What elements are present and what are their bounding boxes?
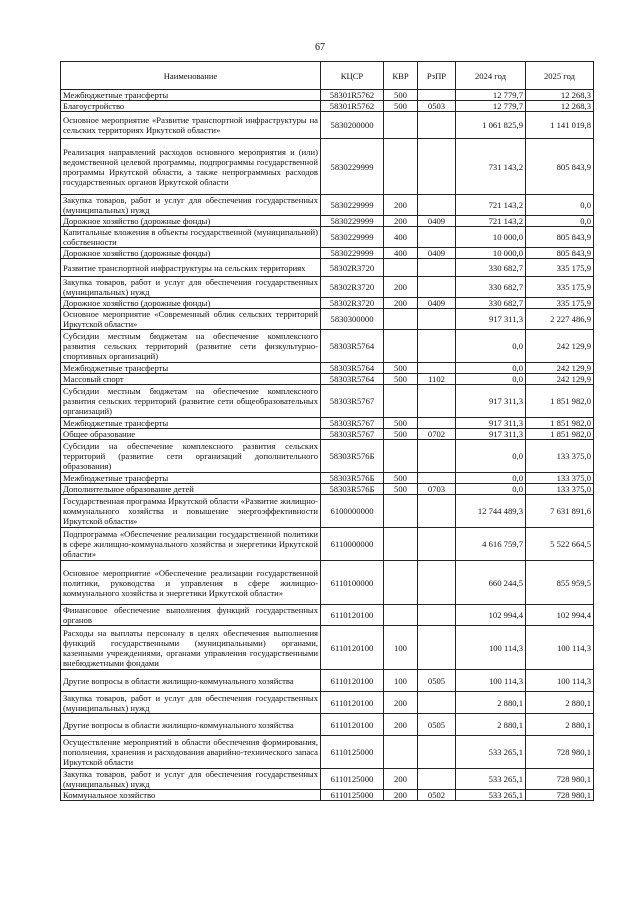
table-row [61,790,594,801]
cell-rzpr: 1102 [418,374,456,385]
cell-kvr [384,561,418,605]
cell-2025: 100 114,3 [526,626,594,670]
cell-rzpr [418,309,456,330]
table-row [61,605,594,626]
table-row [61,484,594,495]
cell-2025: 1 851 982,0 [526,418,594,429]
cell-rzpr [418,528,456,561]
header-kcsr: КЦСР [321,62,384,90]
cell-name: Другие вопросы в области жилищно-коммунального хозяйства [61,670,321,692]
cell-2025: 728 980,1 [526,769,594,790]
header-2024: 2024 год [456,62,526,90]
cell-2024: 731 143,2 [456,139,526,195]
cell-rzpr [418,769,456,790]
table-row [61,139,594,195]
cell-kcsr: 5830229999 [321,216,384,227]
cell-2024: 0,0 [456,330,526,363]
cell-kcsr: 58303R5764 [321,374,384,385]
cell-name: Межбюджетные трансферты [61,363,321,374]
cell-2025: 242 129,9 [526,374,594,385]
cell-kvr: 200 [384,790,418,801]
cell-rzpr: 0505 [418,670,456,692]
cell-name: Благоустройство [61,101,321,112]
table-row [61,528,594,561]
cell-kcsr: 58301R5762 [321,101,384,112]
cell-name: Развитие транспортной инфраструктуры на сельских территориях [61,259,321,277]
table-row [61,309,594,330]
cell-kcsr: 58301R5762 [321,90,384,101]
cell-name: Подпрограмма «Обеспечение реализации государственной политики в сфере жилищно-коммунального хозяйства и энергетики Иркутской области» [61,528,321,561]
cell-kcsr: 5830229999 [321,227,384,248]
table-row [61,277,594,298]
cell-2024: 330 682,7 [456,277,526,298]
cell-2024: 660 244,5 [456,561,526,605]
cell-2024: 721 143,2 [456,195,526,216]
cell-2025: 133 375,0 [526,484,594,495]
cell-kvr: 200 [384,277,418,298]
cell-2024: 2 880,1 [456,692,526,714]
cell-2024: 917 311,3 [456,309,526,330]
cell-rzpr [418,495,456,528]
cell-rzpr [418,385,456,418]
cell-2025: 1 851 982,0 [526,429,594,440]
table-row [61,561,594,605]
cell-kcsr: 6110100000 [321,561,384,605]
cell-kvr: 400 [384,248,418,259]
table-row [61,330,594,363]
cell-kvr [384,605,418,626]
table-row [61,769,594,790]
cell-2024: 0,0 [456,440,526,473]
cell-2024: 12 744 489,3 [456,495,526,528]
table-row [61,495,594,528]
cell-rzpr [418,139,456,195]
table-row [61,626,594,670]
cell-2024: 917 311,3 [456,429,526,440]
cell-kvr: 200 [384,714,418,736]
cell-2025: 335 175,9 [526,259,594,277]
table-row [61,429,594,440]
cell-kcsr: 6110125000 [321,736,384,769]
cell-kvr: 500 [384,473,418,484]
cell-kvr: 200 [384,769,418,790]
cell-2025: 728 980,1 [526,736,594,769]
cell-kvr: 500 [384,429,418,440]
header-rzpr: РзПР [418,62,456,90]
cell-kvr [384,440,418,473]
table-body [61,90,594,801]
cell-2024: 100 114,3 [456,670,526,692]
cell-2024: 2 880,1 [456,714,526,736]
cell-kcsr: 5830229999 [321,139,384,195]
cell-rzpr [418,227,456,248]
cell-2025: 12 268,3 [526,90,594,101]
cell-kvr [384,495,418,528]
header-kvr: КВР [384,62,418,90]
cell-name: Капитальные вложения в объекты государственной (муниципальной) собственности [61,227,321,248]
cell-rzpr [418,692,456,714]
cell-2025: 0,0 [526,195,594,216]
cell-2025: 133 375,0 [526,473,594,484]
cell-2025: 1 851 982,0 [526,385,594,418]
cell-kcsr: 5830200000 [321,112,384,139]
cell-2025: 100 114,3 [526,670,594,692]
cell-kcsr: 6110125000 [321,769,384,790]
cell-rzpr: 0409 [418,216,456,227]
cell-kcsr: 5830300000 [321,309,384,330]
cell-name: Субсидии местным бюджетам на обеспечение комплексного развития сельских территорий (развитие сети общеобразовательных организаций) [61,385,321,418]
table-row [61,473,594,484]
table-row [61,714,594,736]
table-row [61,670,594,692]
table-row [61,248,594,259]
cell-name: Основное мероприятие «Развитие транспортной инфраструктуры на сельских территориях Иркутской области» [61,112,321,139]
cell-2024: 12 779,7 [456,90,526,101]
cell-2024: 917 311,3 [456,385,526,418]
cell-kcsr: 6110120100 [321,670,384,692]
cell-kvr: 500 [384,101,418,112]
cell-rzpr [418,418,456,429]
cell-2024: 10 000,0 [456,227,526,248]
cell-2024: 0,0 [456,374,526,385]
cell-kvr: 200 [384,195,418,216]
table-row [61,227,594,248]
cell-2025: 2 880,1 [526,714,594,736]
cell-rzpr: 0409 [418,248,456,259]
budget-table [60,61,594,801]
cell-2024: 12 779,7 [456,101,526,112]
cell-kvr: 100 [384,626,418,670]
cell-kvr [384,112,418,139]
cell-rzpr [418,561,456,605]
page-number: 67 [315,42,325,53]
cell-name: Осуществление мероприятий в области обеспечения формирования, пополнения, хранения и расходования аварийно-технического запаса Иркутской области [61,736,321,769]
cell-2025: 2 880,1 [526,692,594,714]
cell-kcsr: 58303R5764 [321,363,384,374]
cell-2025: 805 843,9 [526,227,594,248]
cell-kvr [384,259,418,277]
cell-kvr [384,528,418,561]
table-row [61,736,594,769]
cell-2025: 0,0 [526,216,594,227]
cell-name: Дорожное хозяйство (дорожные фонды) [61,216,321,227]
cell-name: Межбюджетные трансферты [61,90,321,101]
cell-name: Реализация направлений расходов основного мероприятия и (или) ведомственной целевой программы, подпрограммы государственной программы Иркутской области, а также непрограммных расходов государственных органов Иркутской области [61,139,321,195]
cell-kcsr: 58303R5767 [321,418,384,429]
cell-kvr [384,330,418,363]
cell-2024: 0,0 [456,363,526,374]
cell-kvr [384,385,418,418]
cell-kvr: 200 [384,216,418,227]
cell-kvr: 200 [384,298,418,309]
table-row [61,298,594,309]
cell-2025: 2 227 486,9 [526,309,594,330]
table-row [61,195,594,216]
table-row [61,385,594,418]
cell-kvr: 200 [384,692,418,714]
table-row [61,440,594,473]
header-name: Наименование [61,62,321,90]
cell-name: Основное мероприятие «Обеспечение реализации государственной политики, руководства и управления в сфере жилищно-коммунального хозяйства и энергетики Иркутской области» [61,561,321,605]
table-row [61,259,594,277]
cell-name: Закупка товаров, работ и услуг для обеспечения государственных (муниципальных) нужд [61,692,321,714]
cell-2025: 1 141 019,8 [526,112,594,139]
cell-2024: 4 616 759,7 [456,528,526,561]
cell-2024: 10 000,0 [456,248,526,259]
cell-name: Коммунальное хозяйство [61,790,321,801]
cell-rzpr [418,112,456,139]
cell-kcsr: 6110120100 [321,714,384,736]
cell-2024: 533 265,1 [456,790,526,801]
cell-2025: 728 980,1 [526,790,594,801]
cell-kcsr: 58303R5764 [321,330,384,363]
cell-rzpr [418,363,456,374]
cell-name: Межбюджетные трансферты [61,473,321,484]
cell-kvr: 500 [384,484,418,495]
cell-rzpr [418,626,456,670]
cell-2025: 133 375,0 [526,440,594,473]
cell-kcsr: 58303R576Б [321,473,384,484]
cell-kcsr: 58302R3720 [321,259,384,277]
cell-kcsr: 58303R5767 [321,429,384,440]
cell-2025: 12 268,3 [526,101,594,112]
cell-kcsr: 58303R576Б [321,440,384,473]
cell-kcsr: 58302R3720 [321,298,384,309]
cell-name: Закупка товаров, работ и услуг для обеспечения государственных (муниципальных) нужд [61,277,321,298]
cell-2024: 0,0 [456,484,526,495]
cell-2025: 102 994,4 [526,605,594,626]
cell-kcsr: 58303R5767 [321,385,384,418]
cell-rzpr [418,90,456,101]
cell-2025: 855 959,5 [526,561,594,605]
cell-rzpr [418,195,456,216]
table-row [61,216,594,227]
cell-2024: 721 143,2 [456,216,526,227]
table-row [61,112,594,139]
cell-kcsr: 6110120100 [321,626,384,670]
cell-kcsr: 6110120100 [321,605,384,626]
cell-kcsr: 6110000000 [321,528,384,561]
cell-kcsr: 58303R576Б [321,484,384,495]
cell-2025: 805 843,9 [526,139,594,195]
cell-rzpr [418,330,456,363]
cell-kvr [384,309,418,330]
cell-2025: 335 175,9 [526,277,594,298]
cell-name: Межбюджетные трансферты [61,418,321,429]
cell-name: Субсидии на обеспечение комплексного развития сельских территорий (развитие сети организаций дополнительного образования) [61,440,321,473]
cell-rzpr: 0702 [418,429,456,440]
cell-rzpr: 0503 [418,101,456,112]
cell-kvr: 100 [384,670,418,692]
header-2025: 2025 год [526,62,594,90]
cell-name: Основное мероприятие «Современный облик сельских территорий Иркутской области» [61,309,321,330]
cell-rzpr: 0505 [418,714,456,736]
cell-name: Другие вопросы в области жилищно-коммунального хозяйства [61,714,321,736]
cell-2025: 242 129,9 [526,363,594,374]
cell-name: Закупка товаров, работ и услуг для обеспечения государственных (муниципальных) нужд [61,195,321,216]
cell-kcsr: 6100000000 [321,495,384,528]
cell-2024: 100 114,3 [456,626,526,670]
cell-rzpr [418,440,456,473]
cell-name: Закупка товаров, работ и услуг для обеспечения государственных (муниципальных) нужд [61,769,321,790]
cell-2024: 917 311,3 [456,418,526,429]
cell-name: Финансовое обеспечение выполнения функций государственных органов [61,605,321,626]
cell-kvr: 500 [384,374,418,385]
cell-name: Дополнительное образование детей [61,484,321,495]
table-row [61,363,594,374]
cell-name: Субсидии местным бюджетам на обеспечение комплексного развития сельских территорий (развитие сети физкультурно-спортивных организаций) [61,330,321,363]
table-row [61,90,594,101]
cell-2024: 0,0 [456,473,526,484]
cell-name: Дорожное хозяйство (дорожные фонды) [61,298,321,309]
cell-2025: 335 175,9 [526,298,594,309]
cell-2024: 533 265,1 [456,769,526,790]
cell-2024: 330 682,7 [456,259,526,277]
cell-name: Расходы на выплаты персоналу в целях обеспечения выполнения функций государственными (муниципальными) органами, казенными учреждениями, органами управления государственными внебюджетными фондами [61,626,321,670]
cell-2024: 102 994,4 [456,605,526,626]
cell-rzpr [418,277,456,298]
cell-2025: 7 631 891,6 [526,495,594,528]
cell-rzpr: 0703 [418,484,456,495]
cell-kcsr: 6110125000 [321,790,384,801]
cell-kvr [384,139,418,195]
cell-kvr: 500 [384,418,418,429]
cell-kcsr: 5830229999 [321,248,384,259]
cell-kvr: 500 [384,90,418,101]
cell-kcsr: 6110120100 [321,692,384,714]
cell-2025: 242 129,9 [526,330,594,363]
table-row [61,692,594,714]
cell-rzpr [418,259,456,277]
cell-2025: 5 522 664,5 [526,528,594,561]
table-row [61,374,594,385]
cell-name: Общее образование [61,429,321,440]
cell-name: Государственная программа Иркутской области «Развитие жилищно-коммунального хозяйства и повышение энергоэффективности Иркутской области» [61,495,321,528]
cell-rzpr [418,736,456,769]
cell-kcsr: 58302R3720 [321,277,384,298]
cell-kvr [384,736,418,769]
cell-2024: 1 061 825,9 [456,112,526,139]
cell-kvr: 500 [384,363,418,374]
cell-kcsr: 5830229999 [321,195,384,216]
cell-rzpr: 0502 [418,790,456,801]
cell-rzpr: 0409 [418,298,456,309]
cell-name: Массовый спорт [61,374,321,385]
cell-rzpr [418,473,456,484]
cell-2024: 533 265,1 [456,736,526,769]
cell-2024: 330 682,7 [456,298,526,309]
cell-2025: 805 843,9 [526,248,594,259]
table-row [61,418,594,429]
table-row [61,101,594,112]
cell-rzpr [418,605,456,626]
cell-name: Дорожное хозяйство (дорожные фонды) [61,248,321,259]
table-header-row [61,62,594,90]
cell-kvr: 400 [384,227,418,248]
